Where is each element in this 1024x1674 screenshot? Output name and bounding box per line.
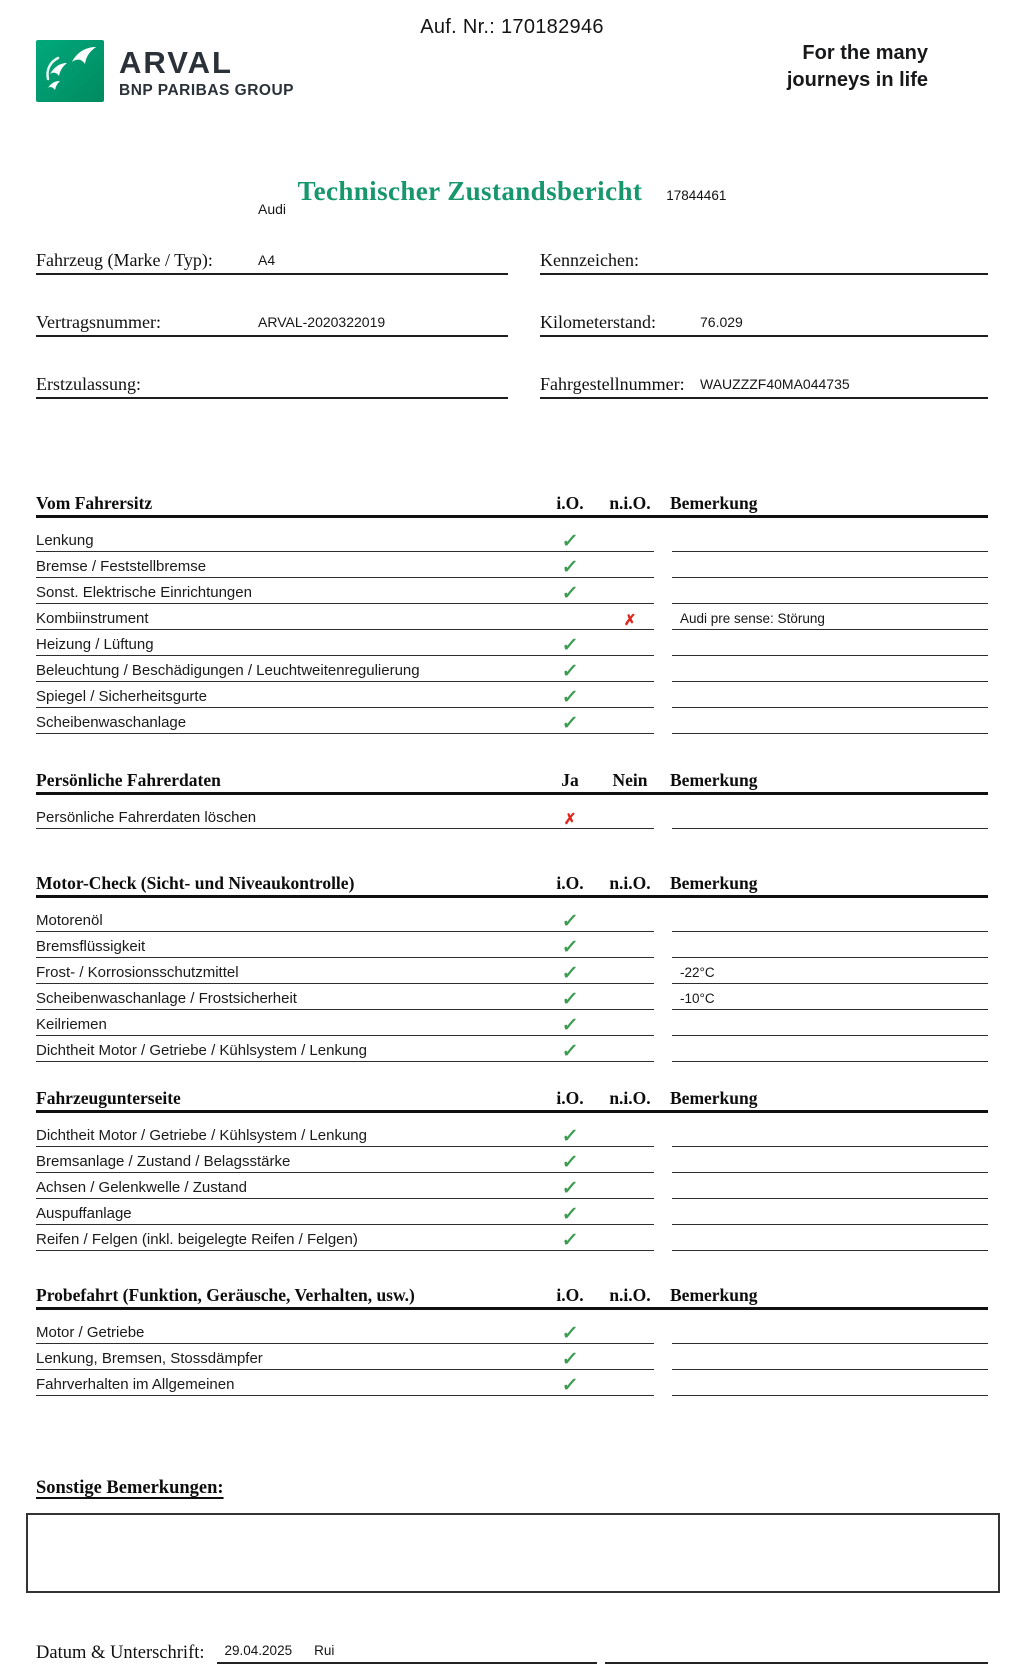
section-header-row (36, 1090, 988, 1113)
section (36, 772, 988, 829)
field-erstzulassung (36, 353, 508, 399)
arval-logo-icon (36, 40, 104, 107)
report-number: 17844461 (666, 188, 727, 203)
row-label: Heizung / Lüftung (36, 636, 154, 653)
row-remark (672, 656, 988, 682)
field-fahrgestellnummer-value: WAUZZZF40MA044735 (700, 376, 850, 392)
field-vertragsnummer-label: Vertragsnummer: (36, 312, 161, 332)
table-row (36, 630, 988, 656)
section-header-row (36, 875, 988, 898)
row-label: Lenkung (36, 532, 94, 549)
row-main (36, 1121, 654, 1147)
check-icon: ✓ (560, 1323, 580, 1344)
row-remark (672, 682, 988, 708)
section-header-row (36, 772, 988, 795)
section-rows (36, 526, 988, 734)
mark-cell-ok (534, 1350, 606, 1369)
column-header-ok: i.O. (556, 873, 584, 893)
section-rows (36, 803, 988, 829)
mark-cell-ok (534, 662, 606, 681)
row-label: Beleuchtung / Beschädigungen / Leuchtweitenregulierung (36, 662, 420, 679)
mark-cell-ok (534, 1016, 606, 1035)
row-label: Reifen / Felgen (inkl. beigelegte Reifen / Felgen) (36, 1231, 358, 1248)
row-main (36, 1225, 654, 1251)
brand-group: BNP PARIBAS GROUP (119, 81, 295, 99)
mark-cell-ok (534, 1324, 606, 1343)
table-row (36, 1173, 988, 1199)
row-main (36, 526, 654, 552)
notes-heading: Sonstige Bemerkungen: (36, 1478, 224, 1498)
table-row (36, 682, 988, 708)
field-fahrzeug-value: A4 (258, 252, 276, 268)
check-icon: ✓ (560, 1126, 580, 1147)
section (36, 1090, 988, 1251)
row-remark (672, 1121, 988, 1147)
section (36, 1287, 988, 1396)
check-icon: ✓ (560, 713, 580, 734)
signature-line (217, 1643, 597, 1664)
section (36, 495, 988, 734)
signature-name: Rui (314, 1643, 335, 1658)
table-row (36, 1344, 988, 1370)
row-main (36, 1370, 654, 1396)
tagline-line-1: For the many (802, 42, 928, 64)
logo-text (119, 47, 294, 100)
column-header-nok: n.i.O. (609, 493, 651, 513)
row-label: Fahrverhalten im Allgemeinen (36, 1376, 235, 1393)
check-icon: ✓ (560, 531, 580, 552)
row-remark (672, 1036, 988, 1062)
row-label: Kombiinstrument (36, 610, 149, 627)
section-rows (36, 1121, 988, 1251)
mark-cell-ok (534, 990, 606, 1009)
notes-area (36, 1478, 988, 1593)
table-row (36, 932, 988, 958)
section-header-row (36, 495, 988, 518)
row-main (36, 1318, 654, 1344)
row-remark (672, 932, 988, 958)
field-fahrzeug-label: Fahrzeug (Marke / Typ): (36, 250, 213, 270)
check-icon: ✓ (560, 583, 580, 604)
field-row-2 (36, 291, 988, 337)
row-main (36, 1147, 654, 1173)
check-icon: ✓ (560, 635, 580, 656)
report-title: Technischer Zustandsbericht (297, 176, 643, 206)
mark-cell-ok (534, 558, 606, 577)
column-header-ok: i.O. (556, 493, 584, 513)
table-row (36, 552, 988, 578)
row-remark: -10°C (672, 984, 988, 1010)
field-kilometerstand-label: Kilometerstand: (540, 312, 656, 332)
table-row (36, 1121, 988, 1147)
section-header-row (36, 1287, 988, 1310)
row-main (36, 656, 654, 682)
table-row (36, 1010, 988, 1036)
column-header-ok: Ja (561, 770, 579, 790)
mark-cell-ok (534, 938, 606, 957)
table-row (36, 1225, 988, 1251)
check-icon: ✓ (560, 1152, 580, 1173)
column-header-ok: i.O. (556, 1285, 584, 1305)
row-remark: Audi pre sense: Störung (672, 604, 988, 630)
check-icon: ✓ (560, 937, 580, 958)
field-fahrgestellnummer (540, 353, 988, 399)
check-icon: ✓ (560, 1041, 580, 1062)
field-kilometerstand (540, 291, 988, 337)
mark-cell-ok (534, 584, 606, 603)
row-remark (672, 803, 988, 829)
section-title: Fahrzeugunterseite (36, 1088, 181, 1108)
cross-icon: ✗ (623, 612, 637, 629)
table-row (36, 1199, 988, 1225)
row-remark (672, 1225, 988, 1251)
row-main (36, 803, 654, 829)
row-main (36, 958, 654, 984)
table-row (36, 958, 988, 984)
row-label: Dichtheit Motor / Getriebe / Kühlsystem / Lenkung (36, 1042, 367, 1059)
column-header-remark: Bemerkung (670, 770, 758, 790)
row-remark (672, 1147, 988, 1173)
row-main (36, 604, 654, 630)
row-main (36, 932, 654, 958)
mark-cell-ok (534, 636, 606, 655)
table-row (36, 1147, 988, 1173)
row-label: Achsen / Gelenkwelle / Zustand (36, 1179, 247, 1196)
row-label: Scheibenwaschanlage / Frostsicherheit (36, 990, 297, 1007)
column-header-remark: Bemerkung (670, 1285, 758, 1305)
section-title: Vom Fahrersitz (36, 493, 153, 513)
row-label: Bremse / Feststellbremse (36, 558, 207, 575)
table-row (36, 578, 988, 604)
mark-cell-ok (534, 1042, 606, 1061)
mark-cell-ok (534, 1153, 606, 1172)
table-row (36, 984, 988, 1010)
row-main (36, 984, 654, 1010)
mark-cell-ok (534, 812, 606, 828)
tagline-line-2: journeys in life (786, 69, 928, 91)
field-fahrzeug-make: Audi (258, 201, 287, 217)
mark-cell-ok (534, 714, 606, 733)
section (36, 875, 988, 1062)
row-main (36, 682, 654, 708)
section-title: Motor-Check (Sicht- und Niveaukontrolle) (36, 873, 355, 893)
check-icon: ✓ (560, 911, 580, 932)
row-label: Motor / Getriebe (36, 1324, 145, 1341)
row-main (36, 1344, 654, 1370)
field-erstzulassung-label: Erstzulassung: (36, 374, 141, 394)
mark-cell-ok (534, 1127, 606, 1146)
field-kennzeichen-label: Kennzeichen: (540, 250, 639, 270)
column-header-remark: Bemerkung (670, 1088, 758, 1108)
mark-cell-ok (534, 964, 606, 983)
vehicle-fields (36, 201, 988, 399)
table-row (36, 526, 988, 552)
row-remark (672, 1318, 988, 1344)
section-title: Probefahrt (Funktion, Geräusche, Verhalten, usw.) (36, 1285, 415, 1305)
row-main (36, 630, 654, 656)
row-remark (672, 578, 988, 604)
row-label: Frost- / Korrosionsschutzmittel (36, 964, 239, 981)
mark-cell-nok (606, 613, 654, 629)
column-header-nok: n.i.O. (609, 1088, 651, 1108)
table-row (36, 708, 988, 734)
signature-line-2 (605, 1644, 988, 1664)
row-remark (672, 1199, 988, 1225)
mark-cell-ok (534, 688, 606, 707)
row-label: Persönliche Fahrerdaten löschen (36, 809, 257, 826)
mark-cell-ok (534, 1205, 606, 1224)
row-main (36, 1199, 654, 1225)
title-row (36, 176, 988, 207)
field-vertragsnummer (36, 291, 508, 337)
check-icon: ✓ (560, 989, 580, 1010)
signature-date: 29.04.2025 (224, 1643, 293, 1658)
check-icon: ✓ (560, 1015, 580, 1036)
section-title: Persönliche Fahrerdaten (36, 770, 221, 790)
row-main (36, 1010, 654, 1036)
row-remark (672, 526, 988, 552)
column-header-nok: n.i.O. (609, 873, 651, 893)
signature-label: Datum & Unterschrift: (36, 1643, 205, 1663)
table-row (36, 1036, 988, 1062)
check-icon: ✓ (560, 1349, 580, 1370)
table-row (36, 604, 988, 630)
row-remark (672, 708, 988, 734)
row-label: Bremsflüssigkeit (36, 938, 146, 955)
field-row-3 (36, 353, 988, 399)
column-header-remark: Bemerkung (670, 873, 758, 893)
table-row (36, 1318, 988, 1344)
table-row (36, 803, 988, 829)
check-icon: ✓ (560, 963, 580, 984)
row-label: Dichtheit Motor / Getriebe / Kühlsystem / Lenkung (36, 1127, 367, 1144)
sections (36, 495, 988, 1396)
row-main (36, 906, 654, 932)
row-main (36, 578, 654, 604)
field-vertragsnummer-value: ARVAL-2020322019 (258, 314, 386, 330)
check-icon: ✓ (560, 1230, 580, 1251)
check-icon: ✓ (560, 1204, 580, 1225)
row-remark (672, 1344, 988, 1370)
arval-logo (36, 40, 294, 107)
row-label: Lenkung, Bremsen, Stossdämpfer (36, 1350, 263, 1367)
check-icon: ✓ (560, 557, 580, 578)
check-icon: ✓ (560, 661, 580, 682)
row-label: Auspuffanlage (36, 1205, 132, 1222)
section-rows (36, 906, 988, 1062)
row-main (36, 1173, 654, 1199)
column-header-nok: n.i.O. (609, 1285, 651, 1305)
mark-cell-ok (534, 1231, 606, 1250)
check-icon: ✓ (560, 1178, 580, 1199)
row-remark (672, 1173, 988, 1199)
cross-icon: ✗ (563, 811, 577, 828)
row-label: Spiegel / Sicherheitsgurte (36, 688, 207, 705)
field-fahrgestellnummer-label: Fahrgestellnummer: (540, 374, 685, 394)
row-remark (672, 1370, 988, 1396)
table-row (36, 906, 988, 932)
check-icon: ✓ (560, 687, 580, 708)
table-row (36, 656, 988, 682)
row-label: Scheibenwaschanlage (36, 714, 187, 731)
row-remark (672, 906, 988, 932)
notes-box (26, 1513, 1000, 1593)
row-remark (672, 552, 988, 578)
mark-cell-ok (534, 1376, 606, 1395)
section-rows (36, 1318, 988, 1396)
row-remark (672, 1010, 988, 1036)
row-label: Bremsanlage / Zustand / Belagsstärke (36, 1153, 291, 1170)
row-label: Keilriemen (36, 1016, 107, 1033)
field-kennzeichen (540, 229, 988, 275)
row-main (36, 552, 654, 578)
row-label: Sonst. Elektrische Einrichtungen (36, 584, 252, 601)
mark-cell-ok (534, 1179, 606, 1198)
row-remark (672, 630, 988, 656)
column-header-nok: Nein (612, 770, 648, 790)
table-row (36, 1370, 988, 1396)
signature-row (36, 1643, 988, 1664)
page-header (36, 0, 988, 130)
row-label: Motorenöl (36, 912, 103, 929)
brand-tagline (787, 40, 928, 94)
mark-cell-ok (534, 912, 606, 931)
row-main (36, 708, 654, 734)
check-icon: ✓ (560, 1375, 580, 1396)
order-number: Auf. Nr.: 170182946 (420, 16, 604, 38)
brand-name: ARVAL (119, 45, 233, 81)
column-header-ok: i.O. (556, 1088, 584, 1108)
field-row-1 (36, 201, 988, 275)
field-kilometerstand-value: 76.029 (700, 314, 743, 330)
mark-cell-ok (534, 532, 606, 551)
field-fahrzeug (36, 201, 508, 275)
column-header-remark: Bemerkung (670, 493, 758, 513)
row-main (36, 1036, 654, 1062)
row-remark: -22°C (672, 958, 988, 984)
